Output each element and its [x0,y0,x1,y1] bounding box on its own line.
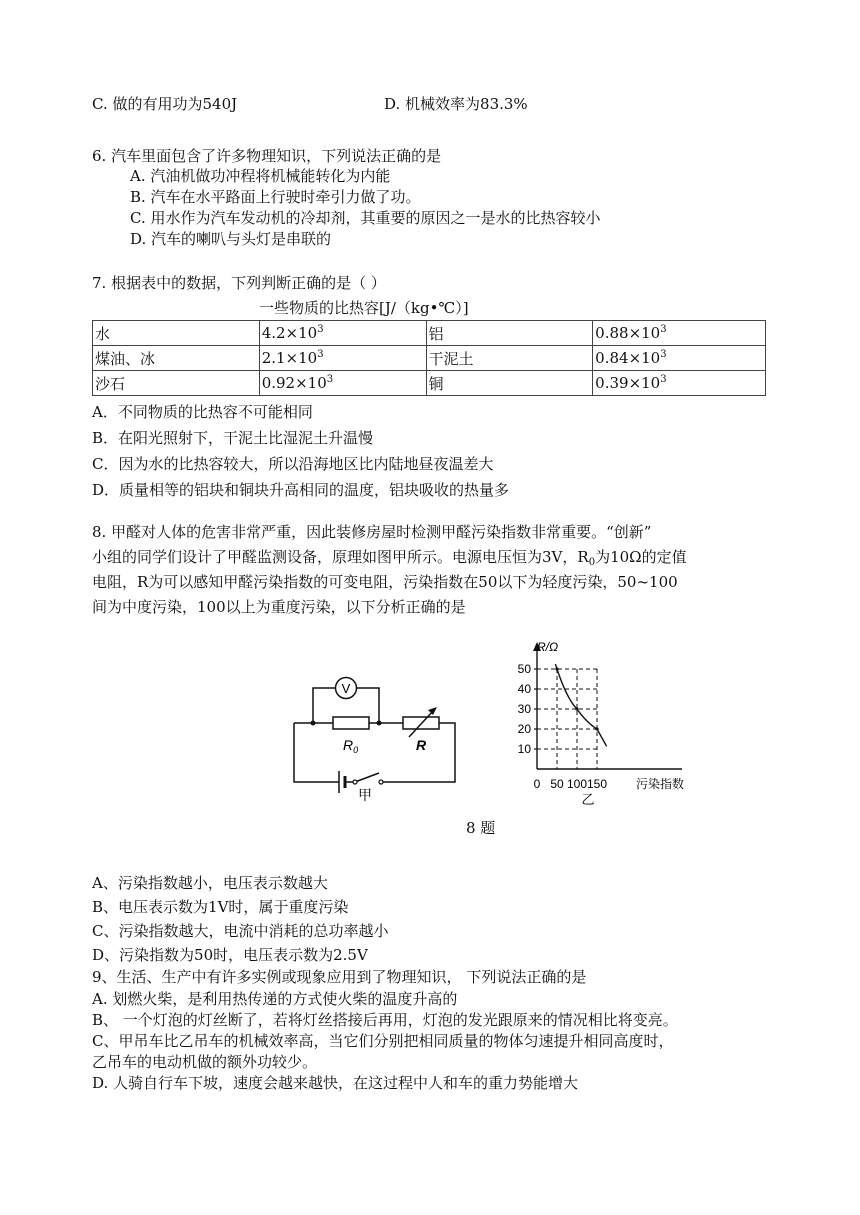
q9-option-b: B、 一个灯泡的灯丝断了，若将灯丝搭接后再用，灯泡的发光跟原来的情况相比将变亮。 [92,1011,678,1029]
q8-option-d: D、污染指数为50时，电压表示数为2.5V [92,946,368,964]
q8-stem-line3: 电阻，R为可以感知甲醛污染指数的可变电阻，污染指数在50以下为轻度污染，50~100 [92,573,678,591]
table-cell: $0.88\times 10^3$ [593,321,766,346]
table-title: 一些物质的比热容[J/（kg•℃）] [259,299,469,317]
voltmeter-label: V [341,681,351,696]
table-row [93,371,766,396]
x-tick-label: 100 [566,777,588,791]
q8-option-a: A、污染指数越小，电压表示数越大 [92,874,328,892]
table-cell: 煤油、冰 [93,346,260,371]
x-tick-label: 0 [533,777,541,791]
table-row [93,321,766,346]
data-point [595,727,598,730]
q5-option-d: D. 机械效率为83.3% [384,95,528,113]
y-tick-label: 20 [517,722,531,736]
table-cell: $0.92\times 10^3$ [259,371,426,396]
table-cell: $0.39\times 10^3$ [593,371,766,396]
q9-option-a: A. 划燃火柴，是利用热传递的方式使火柴的温度升高的 [92,990,458,1008]
table-cell: 铜 [426,371,593,396]
y-axis-label: R/Ω [537,640,559,654]
table-cell: 水 [93,321,260,346]
table-cell: $2.1\times 10^3$ [259,346,426,371]
x-tick-label: 50 [550,777,564,791]
q8-option-b: B、电压表示数为1V时，属于重度污染 [92,898,349,916]
q9-option-c-line1: C、甲吊车比乙吊车的机械效率高，当它们分别把相同质量的物体匀速提升相同高度时， [92,1032,674,1050]
q9-option-d: D. 人骑自行车下坡，速度会越来越快，在这过程中人和车的重力势能增大 [92,1074,579,1092]
q8-stem-line4: 间为中度污染，100以上为重度污染，以下分析正确的是 [92,598,466,616]
table-cell: 干泥土 [426,346,593,371]
q6-option-c: C. 用水作为汽车发动机的冷却剂，其重要的原因之一是水的比热容较小 [130,209,601,227]
y-tick-label: 30 [517,702,531,716]
data-point [555,667,558,670]
x-tick-label: 150 [586,777,608,791]
q7-option-a: A．不同物质的比热容不可能相同 [92,403,313,421]
q6-option-d: D. 汽车的喇叭与头灯是串联的 [130,230,332,248]
q7-option-d: D．质量相等的铝块和铜块升高相同的温度，铝块吸收的热量多 [92,481,510,499]
table-cell: 沙石 [93,371,260,396]
q8-option-c: C、污染指数越大，电流中消耗的总功率越小 [92,922,389,940]
specific-heat-table [92,320,766,396]
q9-option-c-line2: 乙吊车的电动机做的额外功较少。 [92,1053,318,1071]
q9-stem: 9、生活、生产中有许多实例或现象应用到了物理知识， 下列说法正确的是 [92,968,587,986]
q7-option-b: B．在阳光照射下，干泥土比湿泥土升温慢 [92,429,374,447]
q6-option-a: A. 汽油机做功冲程将机械能转化为内能 [130,167,391,185]
series-line [555,664,606,746]
circuit-caption: 甲 [358,787,372,803]
resistance-graph [500,636,710,806]
y-tick-label: 40 [517,682,531,696]
q6-stem: 6. 汽车里面包含了许多物理知识，下列说法正确的是 [92,147,442,165]
q7-option-c: C．因为水的比热容较大，所以沿海地区比内陆地昼夜温差大 [92,455,494,473]
q7-stem: 7. 根据表中的数据，下列判断正确的是（ ） [92,274,386,292]
figure-label: 8 题 [466,819,496,837]
data-point [575,707,578,710]
r-label: R [416,737,427,753]
r0-label: $R_0$ [343,737,359,755]
q8-stem-line1: 8. 甲醛对人体的危害非常严重，因此装修房屋时检测甲醛污染指数非常重要。“创新” [92,523,652,541]
table-cell: $0.84\times 10^3$ [593,346,766,371]
q6-option-b: B. 汽车在水平路面上行驶时牵引力做了功。 [130,188,421,206]
y-tick-label: 10 [517,742,531,756]
y-tick-label: 50 [517,662,531,676]
table-cell: $4.2\times 10^3$ [259,321,426,346]
table-row [93,346,766,371]
q8-stem-line2: 小组的同学们设计了甲醛监测设备，原理如图甲所示。电源电压恒为3V，$R_0$为10Ω的定值 [92,548,687,568]
x-axis-label: 污染指数 [636,777,685,791]
table-cell: 铝 [426,321,593,346]
circuit-diagram [285,670,465,805]
graph-caption: 乙 [581,792,595,806]
q5-option-c: C. 做的有用功为540J [92,95,238,113]
